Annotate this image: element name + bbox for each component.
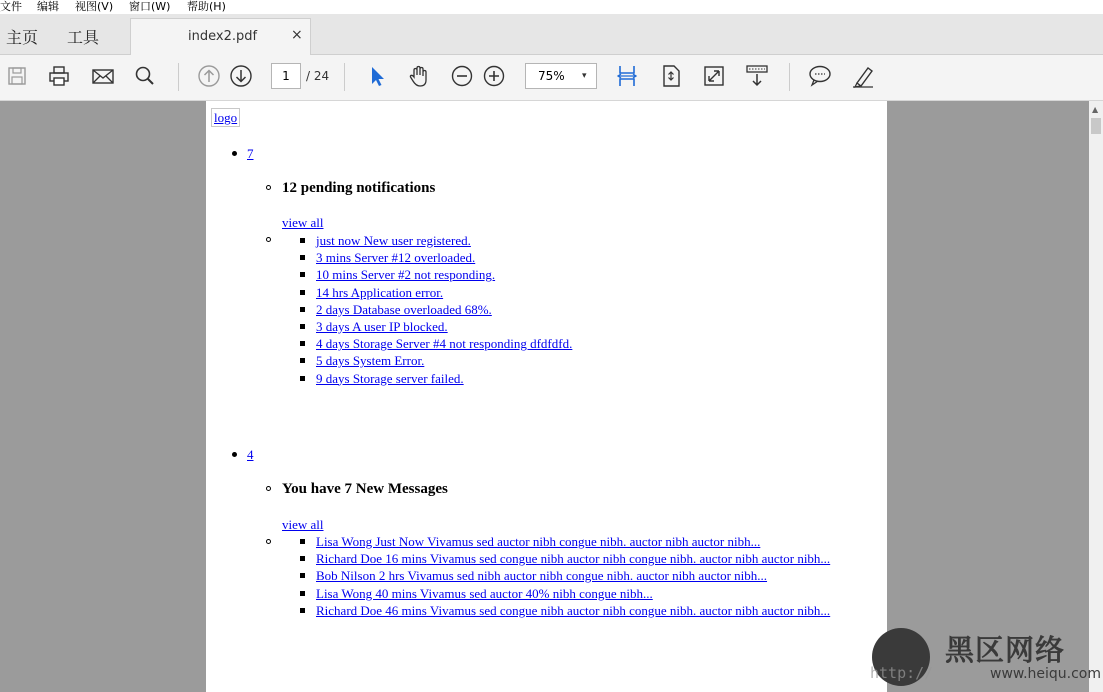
watermark: [870, 626, 1103, 692]
messages-count-link[interactable]: 4: [247, 447, 254, 462]
watermark-url: http://: [870, 664, 934, 682]
chevron-down-icon: ▾: [582, 71, 587, 81]
menu-help[interactable]: 帮助(H): [187, 0, 226, 13]
messages-heading: You have 7 New Messages: [282, 481, 448, 497]
list-bullet: [300, 573, 305, 578]
toolbar-divider: [178, 63, 179, 91]
toolbar-divider: [789, 63, 790, 91]
zoom-value: 75%: [538, 69, 565, 83]
list-bullet: [300, 376, 305, 381]
list-item-link[interactable]: Richard Doe 46 mins Vivamus sed congue nibh auctor nibh congue nibh. auctor nibh auctor nibh...: [316, 602, 831, 618]
tab-home[interactable]: 主页: [6, 28, 39, 47]
highlight-pen-icon[interactable]: [850, 63, 876, 89]
zoom-select[interactable]: [525, 63, 597, 89]
messages-view-all-link[interactable]: view all: [282, 517, 324, 532]
list-bullet: [300, 307, 305, 312]
logo-link[interactable]: logo: [211, 108, 240, 127]
menu-file[interactable]: 文件: [0, 0, 22, 13]
pdf-page: [206, 101, 887, 692]
list-bullet: [232, 452, 237, 457]
list-bullet: [300, 238, 305, 243]
tab-document[interactable]: [130, 18, 311, 55]
list-bullet: [300, 290, 305, 295]
scrollbar-thumb[interactable]: [1091, 118, 1101, 134]
close-tab-icon[interactable]: ×: [291, 27, 303, 43]
list-item-link[interactable]: just now New user registered.: [316, 233, 471, 248]
scroll-up-icon[interactable]: ▲: [1092, 105, 1099, 114]
list-bullet: [300, 341, 305, 346]
zoom-out-icon[interactable]: [449, 63, 475, 89]
list-bullet: [300, 556, 305, 561]
list-bullet: [300, 358, 305, 363]
fit-page-icon[interactable]: [658, 63, 684, 89]
list-item-link[interactable]: 5 days System Error.: [316, 353, 425, 369]
comment-icon[interactable]: [807, 63, 833, 89]
page-number-input[interactable]: 1: [271, 63, 301, 89]
full-screen-icon[interactable]: [701, 63, 727, 89]
list-bullet: [266, 486, 271, 491]
fit-width-icon[interactable]: [614, 63, 640, 89]
save-icon[interactable]: [4, 63, 30, 89]
watermark-text: 黑区网络: [945, 633, 1066, 667]
list-bullet: [300, 539, 305, 544]
list-bullet: [300, 324, 305, 329]
list-item-link[interactable]: 14 hrs Application error.: [316, 284, 444, 300]
list-bullet: [266, 539, 271, 544]
print-icon[interactable]: [46, 63, 72, 89]
list-bullet: [300, 608, 305, 613]
notifications-view-all-link[interactable]: view all: [282, 215, 324, 230]
toolbar: [0, 55, 1103, 101]
menu-bar: [0, 0, 1103, 14]
list-bullet: [232, 151, 237, 156]
list-item-link[interactable]: 2 days Database overloaded 68%.: [316, 301, 492, 317]
list-item-link[interactable]: 3 mins Server #12 overloaded.: [316, 250, 476, 266]
list-bullet: [266, 237, 271, 242]
next-page-icon[interactable]: [228, 63, 254, 89]
search-icon[interactable]: [132, 63, 158, 89]
list-item-link[interactable]: Lisa Wong Just Now Vivamus sed auctor nibh congue nibh. auctor nibh auctor nibh...: [316, 534, 761, 549]
select-arrow-icon[interactable]: [364, 63, 390, 89]
menu-window[interactable]: 窗口(W): [129, 0, 171, 13]
list-item-link[interactable]: Lisa Wong 40 mins Vivamus sed auctor 40% nibh congue nibh...: [316, 585, 653, 601]
email-icon[interactable]: [90, 63, 116, 89]
list-item-link[interactable]: Bob Nilson 2 hrs Vivamus sed nibh auctor nibh congue nibh. auctor nibh auctor nibh...: [316, 568, 768, 584]
tab-tools[interactable]: 工具: [67, 28, 100, 47]
tab-strip: [0, 14, 1103, 55]
watermark-domain: www.heiqu.com: [990, 666, 1102, 682]
vertical-scrollbar[interactable]: [1089, 101, 1103, 692]
list-item-link[interactable]: 10 mins Server #2 not responding.: [316, 267, 496, 283]
page-count: / 24: [306, 69, 330, 83]
menu-view[interactable]: 视图(V): [75, 0, 114, 13]
hand-tool-icon[interactable]: [406, 63, 432, 89]
document-tab-label: index2.pdf: [188, 29, 258, 44]
list-item-link[interactable]: 9 days Storage server failed.: [316, 370, 464, 386]
document-viewer: [0, 101, 1103, 692]
notifications-heading: 12 pending notifications: [282, 180, 436, 196]
list-item-link[interactable]: 4 days Storage Server #4 not responding dfdfdfd.: [316, 336, 573, 352]
scrolling-mode-icon[interactable]: [744, 63, 770, 89]
list-item-link[interactable]: 3 days A user IP blocked.: [316, 319, 448, 334]
list-bullet: [300, 255, 305, 260]
list-bullet: [300, 591, 305, 596]
toolbar-divider: [344, 63, 345, 91]
prev-page-icon[interactable]: [196, 63, 222, 89]
list-bullet: [300, 272, 305, 277]
zoom-in-icon[interactable]: [481, 63, 507, 89]
notifications-count-link[interactable]: 7: [247, 146, 254, 161]
menu-edit[interactable]: 编辑: [37, 0, 59, 13]
list-item-link[interactable]: Richard Doe 16 mins Vivamus sed congue nibh auctor nibh congue nibh. auctor nibh auctor nibh...: [316, 551, 831, 567]
list-bullet: [266, 185, 271, 190]
